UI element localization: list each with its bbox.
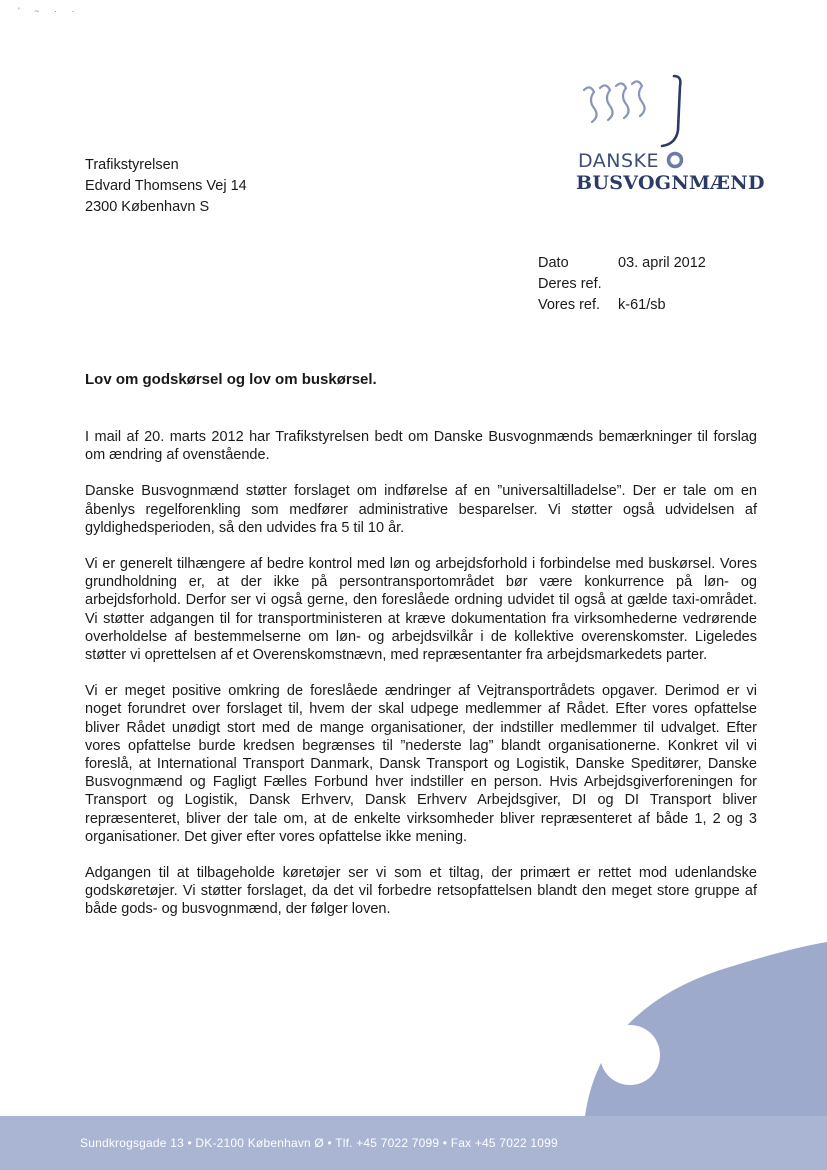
danske-busvognmaend-logo: [570, 70, 765, 200]
recipient-address: [85, 155, 247, 218]
scan-marks: ' ~ · ·: [18, 6, 81, 16]
paragraph-4: Vi er meget positive omkring de foreslåede ændringer af Vejtransportrådets opgaver. Derimod er vi noget forundret over forslaget til, hvem der skal udpege medlemmer af Rådet. Efter vores opfattelse bliver Rådet unødigt stort med de mange organisationer, der indstiller medlemmer til udvalget. Efter vores opfattelse burde kredsen begrænses til ”nederste lag” blandt organisationerne. Konkret vil vi foreslå, at International Transport Danmark, Dansk Transport og Logistik, Danske Speditører, Danske Busvognmænd og Fagligt Fælles Forbund hver indstiller en person. Hvis Arbejdsgiverforeningen for Transport og Logistik, Dansk Erhverv, Dansk Erhverv Arbejdsgiver, DI og DI Transport bliver repræsenteret, bliver der tale om, at de enkelte virksomheder bliver repræsenteret af både 1, 2 og 3 organisationer. Det giver efter vores opfattelse ikke mening.: [85, 683, 757, 845]
date-label: Dato: [538, 255, 569, 271]
logo-ring-icon: [666, 151, 684, 169]
date-value: 03. april 2012: [618, 255, 706, 271]
paragraph-5: Adgangen til at tilbageholde køretøjer ser vi som et tiltag, der primært er rettet mod udenlandske godskøretøjer. Vi støtter forslaget, da det vil forbedre retsopfattelsen blandt den meget store gruppe af både gods- og busvognmænd, der følger loven.: [85, 865, 757, 918]
vores-ref-value: k-61/sb: [618, 297, 666, 313]
paragraph-1: I mail af 20. marts 2012 har Trafikstyrelsen bedt om Danske Busvognmænds bemærkninger til forslag om ændring af ovenstående.: [85, 429, 757, 464]
date-row: [538, 253, 706, 274]
logo-text-danske: [578, 150, 684, 172]
deres-ref-row: [538, 274, 706, 295]
deres-ref-label: Deres ref.: [538, 276, 602, 292]
reference-block: [538, 253, 706, 316]
vores-ref-label: Vores ref.: [538, 297, 601, 313]
logo-line1: DANSKE: [578, 150, 660, 172]
logo-swirl-icon: [570, 70, 760, 152]
footer-circle-icon: [600, 1025, 660, 1085]
letter-body: [85, 428, 757, 937]
footer-contact: Sundkrogsgade 13 • DK-2100 København Ø • Tlf. +45 7022 7099 • Fax +45 7022 1099: [80, 1136, 558, 1150]
recipient-city: 2300 København S: [85, 199, 210, 215]
logo-text-busvognmaend: BUSVOGNMÆND: [576, 172, 765, 194]
paragraph-3: Vi er generelt tilhængere af bedre kontrol med løn og arbejdsforhold i forbindelse med buskørsel. Vores grundholdning er, at der ikke på persontransportområdet bør være konkurrence på løn- og arbejdsforhold. Derfor ser vi også gerne, den foreslåede ordning udvidet til også at gælde taxi-området. Vi støtter adgangen til for transportministeren at kræve dokumentation fra virksomhederne vedrørende overholdelse af bestemmelserne om løn- og arbejdsvilkår i de kollektive overenskomster. Ligeledes støtter vi oprettelsen af et Overenskomstnævn, med repræsentanter fra arbejdsmarkedets parter.: [85, 556, 757, 664]
recipient-street: Edvard Thomsens Vej 14: [85, 178, 247, 194]
vores-ref-row: [538, 295, 706, 316]
letter-subject: Lov om godskørsel og lov om buskørsel.: [85, 371, 377, 388]
recipient-name: Trafikstyrelsen: [85, 157, 179, 173]
paragraph-2: Danske Busvognmænd støtter forslaget om indførelse af en ”universaltilladelse”. Der er tale om en åbenlys regelforenkling som medfører administrative besparelser. Vi støtter også udvidelsen af gyldighedsperioden, så den udvides fra 5 til 10 år.: [85, 483, 757, 536]
